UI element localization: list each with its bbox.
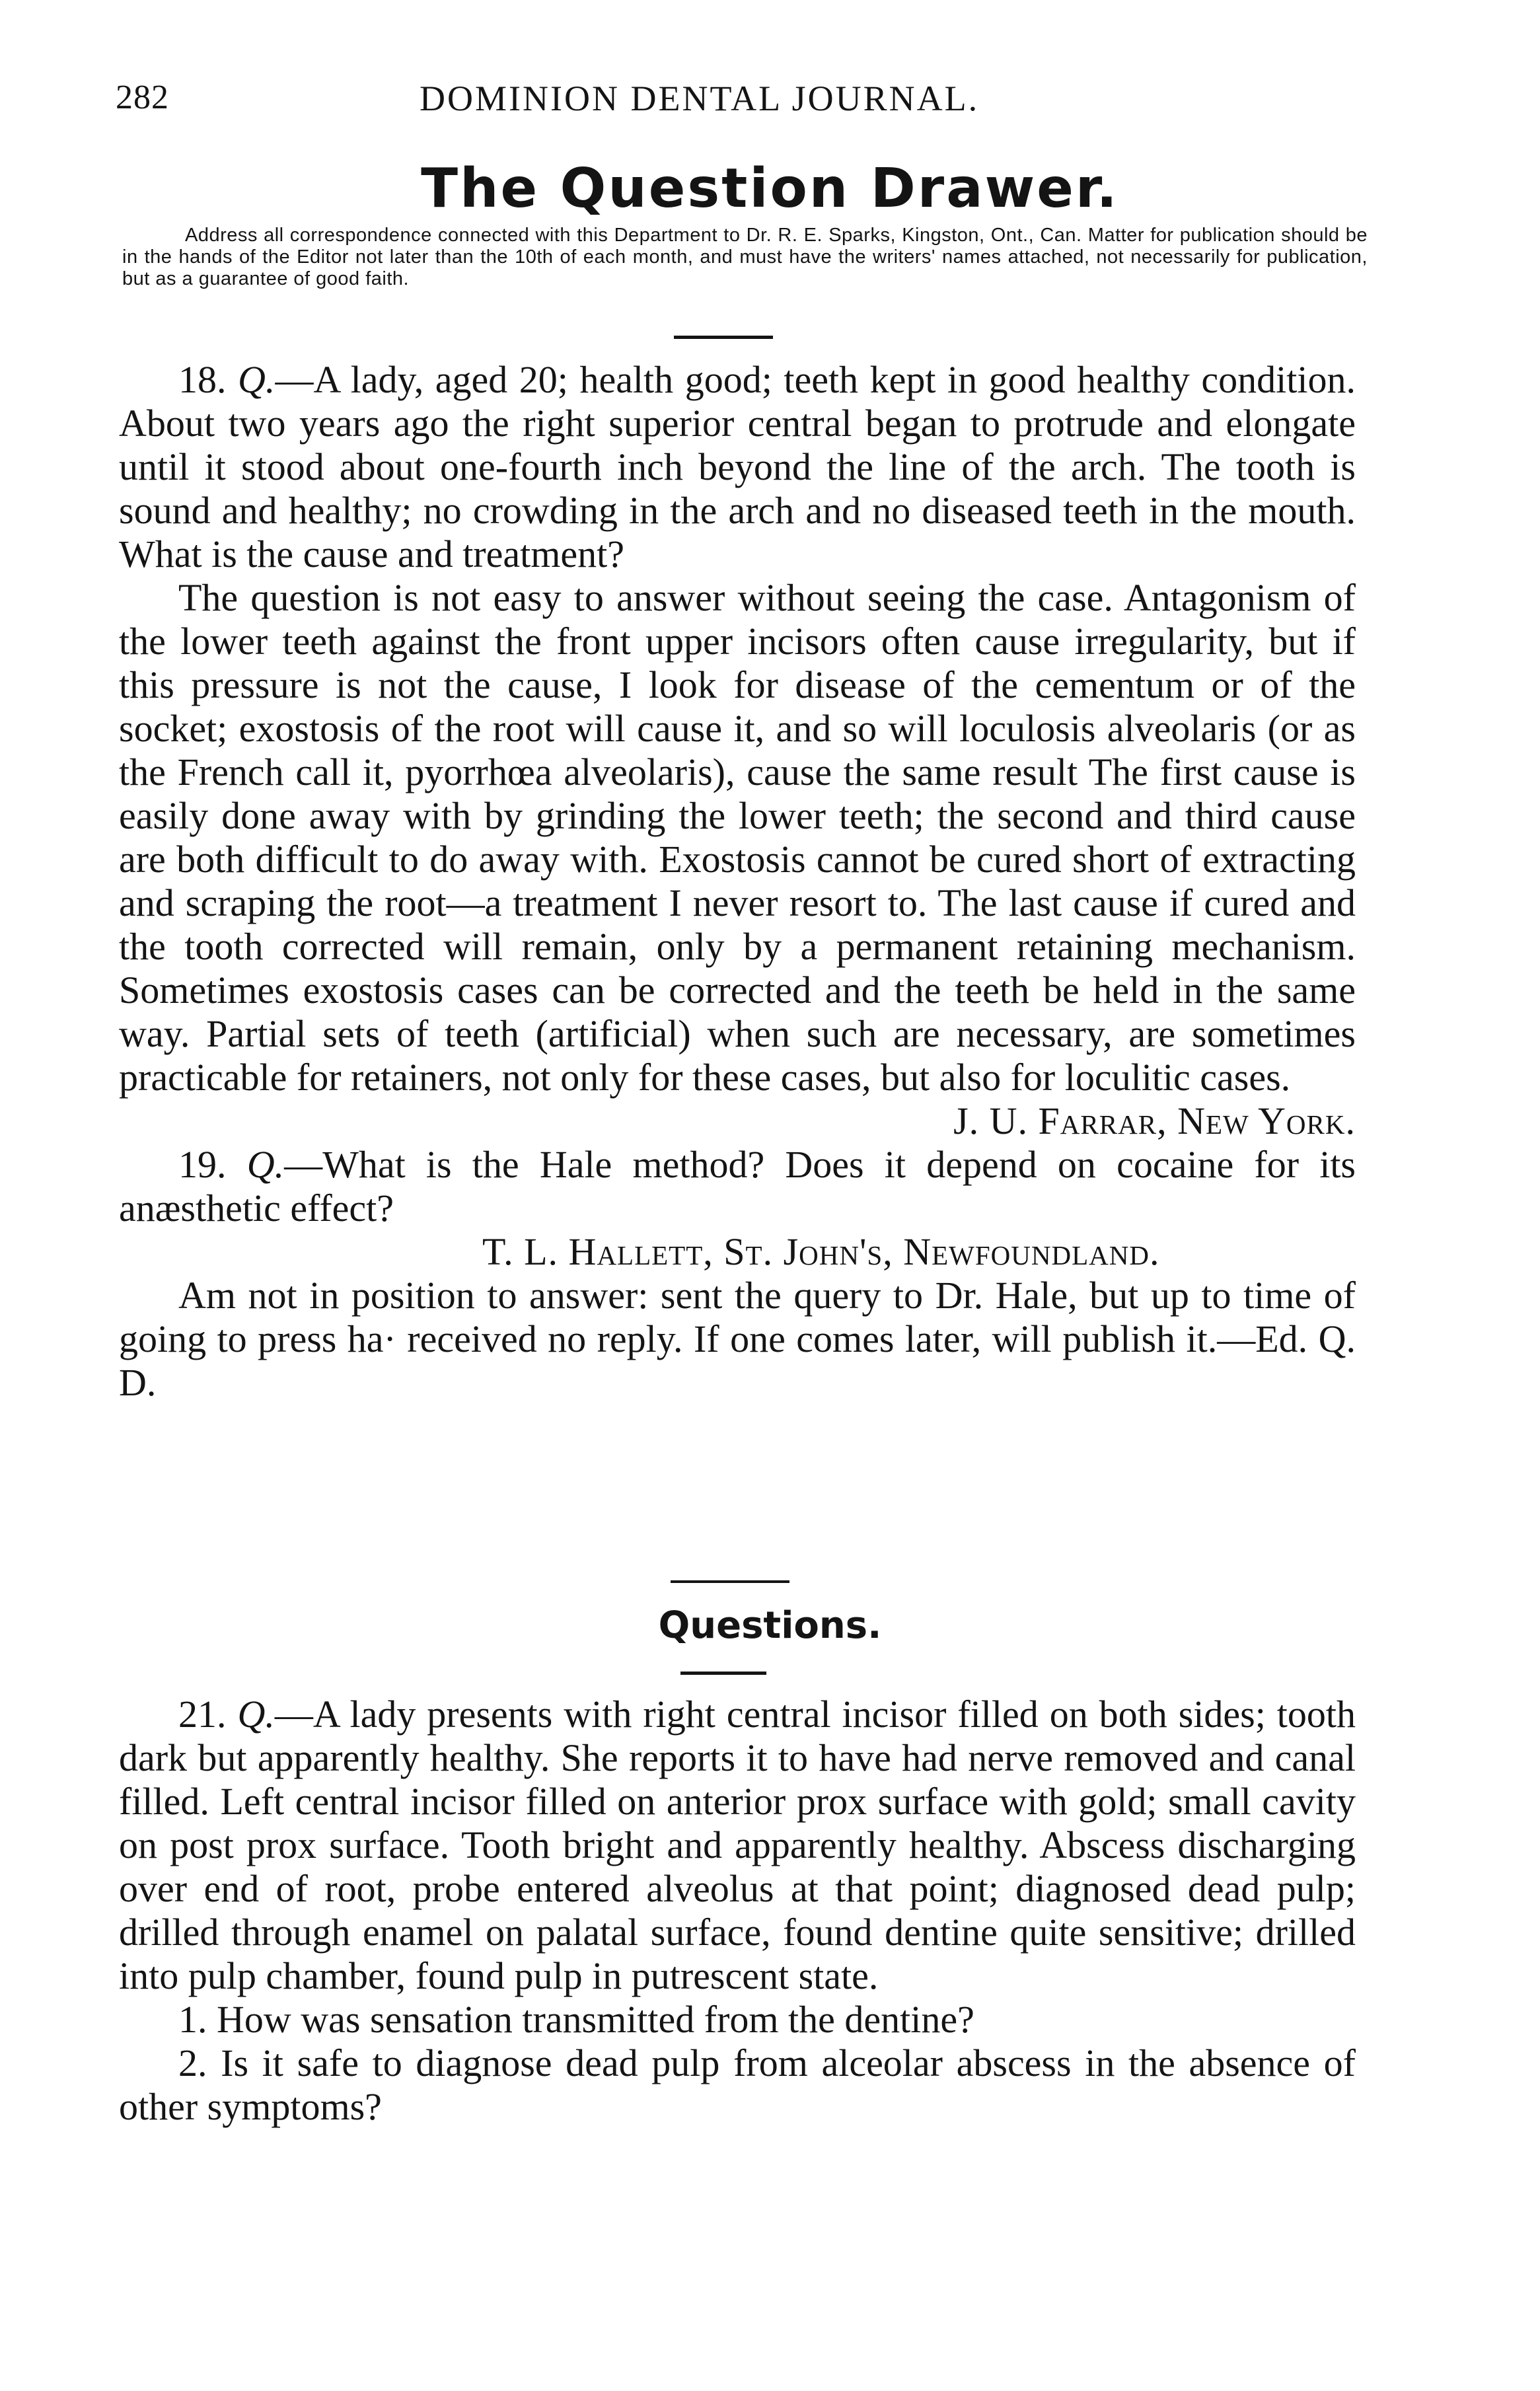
question-marker: Q. (237, 1693, 275, 1736)
question-text: —A lady, aged 20; health good; teeth kept in good healthy condition. About two years ago the right superior central began to protrude and elongate until it stood about one-fourth inch beyond the line of the arch. The tooth is sound and healthy; no crowding in the arch and no diseased teeth in the mouth. What is the cause and treatment? (119, 358, 1356, 575)
answer-text: The question is not easy to answer without seeing the case. Antagonism of the lower teeth against the front upper incisors often cause irregularity, but if this pressure is not the cause, I look for disease of the cementum or of the socket; exostosis of the root will cause it, and so will loculosis alveolaris (or as the French call it, pyorrhœa alveolaris), cause the same result The first cause is easily done away with by grinding the lower teeth; the second and third cause are both difficult to do away with. Exostosis cannot be cured short of extracting and scraping the root—a treatment I never resort to. The last cause if cured and the tooth corrected will remain, only by a permanent retaining mechanism. Sometimes exostosis cases can be corrected and the teeth be held in the same way. Partial sets of teeth (artificial) when such are necessary, are sometimes practicable for retainers, not only for these cases, but also for loculitic cases. (119, 576, 1356, 1099)
question-21-block (119, 1693, 1356, 2129)
question-text: —A lady presents with right central incisor filled on both sides; tooth dark but apparently healthy. She reports it to have had nerve removed and canal filled. Left central incisor filled on anterior prox surface with gold; small cavity on post prox surface. Tooth bright and apparently healthy. Abscess discharging over end of root, probe entered alveolus at that point; diagnosed dead pulp; drilled through enamel on palatal surface, found dentine quite sensitive; drilled into pulp chamber, found pulp in putrescent state. (119, 1693, 1356, 1997)
divider-rule (671, 1580, 789, 1583)
question-text: —What is the Hale method? Does it depend on cocaine for its anæsthetic effect? (119, 1143, 1356, 1230)
question-19 (119, 1143, 1356, 1274)
section-title: The Question Drawer. (421, 157, 1119, 220)
question-21-item-1: 1. How was sensation transmitted from the dentine? (178, 1998, 974, 2041)
divider-rule (674, 336, 773, 339)
question-18 (119, 358, 1356, 576)
answer-18 (119, 576, 1356, 1143)
page-number: 282 (116, 79, 169, 116)
questions-heading: Questions. (658, 1604, 882, 1647)
answer-signature: J. U. Farrar, New York. (953, 1099, 1356, 1142)
answer-text: Am not in position to answer: sent the query to Dr. Hale, but up to time of going to press ha· received no reply. If one comes later, will publish it.—Ed. Q. D. (119, 1274, 1356, 1404)
editorial-notice: Address all correspondence connected with this Department to Dr. R. E. Sparks, Kingston, Ont., Can. Matter for publication should be in the hands of the Editor not later than the 10th of each month, and must have the writers' names attached, not necessarily for publication, but as a guarantee of good faith. (122, 225, 1368, 289)
question-18-block (119, 358, 1356, 1405)
question-marker: Q. (238, 358, 275, 401)
question-number: 21. (178, 1693, 227, 1736)
journal-title: DOMINION DENTAL JOURNAL. (420, 79, 980, 118)
divider-rule (680, 1672, 766, 1675)
running-head (116, 78, 1358, 131)
question-marker: Q. (246, 1143, 285, 1186)
question-number: 19. (178, 1143, 227, 1186)
question-number: 18. (178, 358, 227, 401)
question-21 (119, 1693, 1356, 1998)
question-21-item-2: 2. Is it safe to diagnose dead pulp from alceolar abscess in the absence of other symptoms? (119, 2042, 1356, 2128)
answer-19 (119, 1274, 1356, 1405)
question-signature: T. L. Hallett, St. John's, Newfoundland. (482, 1230, 1160, 1273)
